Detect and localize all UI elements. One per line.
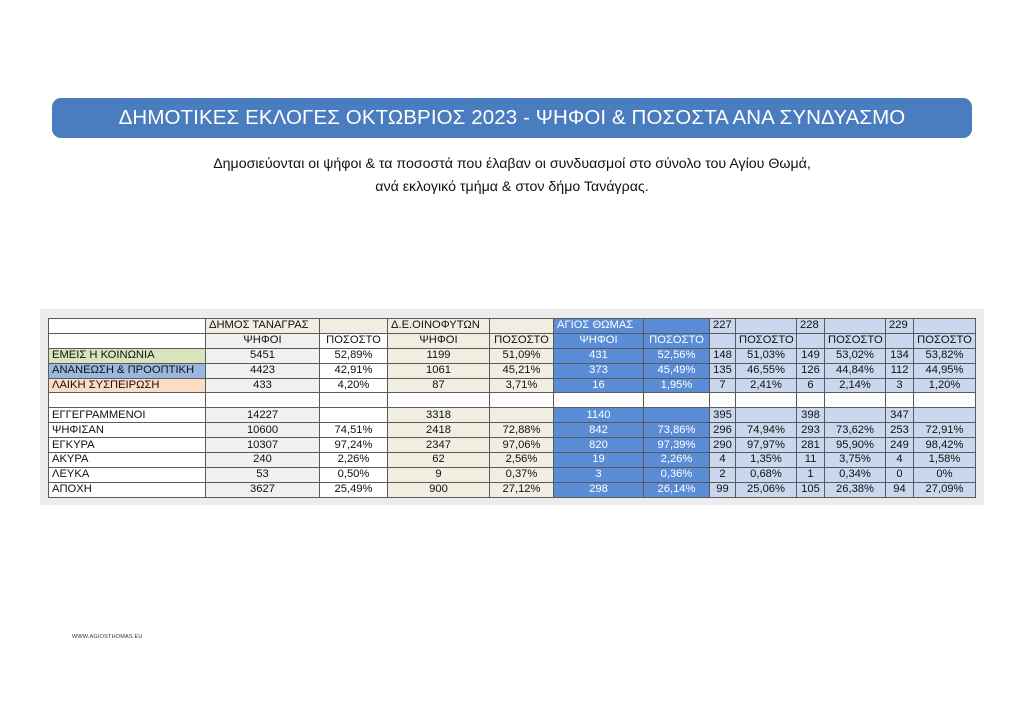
de-pct: 45,21%	[490, 363, 554, 378]
dimos-pct: 42,91%	[320, 363, 388, 378]
table-row	[49, 467, 976, 482]
votes-229: 253	[886, 423, 914, 438]
pct-227: 2,41%	[736, 378, 797, 393]
row-label: ΕΜΕΙΣ Η ΚΟΙΝΩΝΙΑ	[49, 348, 206, 363]
header-de: Δ.Ε.ΟΙΝΟΦΥΤΩΝ	[388, 319, 490, 334]
gap-cell	[388, 393, 490, 408]
pct-229: 72,91%	[914, 423, 976, 438]
dimos-votes: 14227	[206, 408, 320, 423]
gap-cell	[825, 393, 886, 408]
votes-228: 293	[797, 423, 825, 438]
agios-pct: 52,56%	[644, 348, 710, 363]
agios-pct: 26,14%	[644, 482, 710, 497]
pct-227: 1,35%	[736, 453, 797, 468]
gap-cell	[490, 393, 554, 408]
pct-229: 27,09%	[914, 482, 976, 497]
de-votes: 62	[388, 453, 490, 468]
votes-228: 149	[797, 348, 825, 363]
dimos-votes: 53	[206, 467, 320, 482]
header-de-votes: ΨΗΦΟΙ	[388, 333, 490, 348]
header-227-pct: ΠΟΣΟΣΤΟ	[736, 333, 797, 348]
votes-229: 134	[886, 348, 914, 363]
votes-229: 94	[886, 482, 914, 497]
pct-227: 51,03%	[736, 348, 797, 363]
subtitle-line-1: Δημοσιεύονται οι ψήφοι & τα ποσοστά που έλαβαν οι συνδυασμοί στο σύνολο του Αγίου Θωμά,	[213, 156, 811, 172]
gap-cell	[886, 393, 914, 408]
agios-pct: 0,36%	[644, 467, 710, 482]
agios-votes: 298	[554, 482, 644, 497]
header-229-votes	[886, 333, 914, 348]
gap-cell	[736, 393, 797, 408]
table-row	[49, 482, 976, 497]
votes-227: 7	[710, 378, 736, 393]
dimos-votes: 5451	[206, 348, 320, 363]
de-votes: 900	[388, 482, 490, 497]
subtitle-line-2: ανά εκλογικό τμήμα & στον δήμο Τανάγρας.	[375, 179, 649, 195]
gap-cell	[320, 393, 388, 408]
votes-228: 1	[797, 467, 825, 482]
gap-cell	[49, 393, 206, 408]
header-227-votes	[710, 333, 736, 348]
pct-228: 3,75%	[825, 453, 886, 468]
dimos-pct: 52,89%	[320, 348, 388, 363]
header-agios: ΑΓΙΟΣ ΘΩΜΑΣ	[554, 319, 644, 334]
pct-229: 44,95%	[914, 363, 976, 378]
pct-228	[825, 408, 886, 423]
votes-229: 0	[886, 467, 914, 482]
pct-227: 46,55%	[736, 363, 797, 378]
pct-229: 1,20%	[914, 378, 976, 393]
header-228-empty	[825, 319, 886, 334]
header-228: 228	[797, 319, 825, 334]
agios-votes: 431	[554, 348, 644, 363]
pct-229: 53,82%	[914, 348, 976, 363]
votes-228: 105	[797, 482, 825, 497]
row-label: ΑΠΟΧΗ	[49, 482, 206, 497]
de-votes: 2347	[388, 438, 490, 453]
votes-227: 135	[710, 363, 736, 378]
header-dimos-votes: ΨΗΦΟΙ	[206, 333, 320, 348]
pct-228: 2,14%	[825, 378, 886, 393]
pct-228: 73,62%	[825, 423, 886, 438]
agios-votes: 1140	[554, 408, 644, 423]
votes-227: 99	[710, 482, 736, 497]
header-227: 227	[710, 319, 736, 334]
row-label: ΛΑΙΚΗ ΣΥΣΠΕΙΡΩΣΗ	[49, 378, 206, 393]
gap-cell	[554, 393, 644, 408]
dimos-pct	[320, 408, 388, 423]
dimos-pct: 0,50%	[320, 467, 388, 482]
de-votes: 1061	[388, 363, 490, 378]
de-pct: 2,56%	[490, 453, 554, 468]
row-label: ΑΝΑΝΕΩΣΗ & ΠΡΟΟΠΤΙΚΗ	[49, 363, 206, 378]
header-agios-votes: ΨΗΦΟΙ	[554, 333, 644, 348]
agios-votes: 3	[554, 467, 644, 482]
de-votes: 1199	[388, 348, 490, 363]
row-label: ΕΓΚΥΡΑ	[49, 438, 206, 453]
pct-227: 97,97%	[736, 438, 797, 453]
dimos-votes: 3627	[206, 482, 320, 497]
header-dimos-pct: ΠΟΣΟΣΤΟ	[320, 333, 388, 348]
gap-cell	[206, 393, 320, 408]
header-229-empty	[914, 319, 976, 334]
header-row-2	[49, 333, 976, 348]
de-pct: 0,37%	[490, 467, 554, 482]
header-corner-2	[49, 333, 206, 348]
agios-pct: 97,39%	[644, 438, 710, 453]
results-table-panel	[40, 309, 984, 505]
de-pct: 97,06%	[490, 438, 554, 453]
gap-cell	[914, 393, 976, 408]
dimos-pct: 2,26%	[320, 453, 388, 468]
de-pct: 3,71%	[490, 378, 554, 393]
pct-228: 95,90%	[825, 438, 886, 453]
row-label: ΑΚΥΡΑ	[49, 453, 206, 468]
dimos-pct: 97,24%	[320, 438, 388, 453]
table-row	[49, 378, 976, 393]
agios-votes: 19	[554, 453, 644, 468]
pct-227: 0,68%	[736, 467, 797, 482]
row-label: ΕΓΓΕΓΡΑΜΜΕΝΟΙ	[49, 408, 206, 423]
gap-cell	[644, 393, 710, 408]
table-row	[49, 408, 976, 423]
gap-cell	[710, 393, 736, 408]
de-votes: 87	[388, 378, 490, 393]
votes-228: 281	[797, 438, 825, 453]
header-corner	[49, 319, 206, 334]
dimos-pct: 74,51%	[320, 423, 388, 438]
votes-227: 2	[710, 467, 736, 482]
votes-228: 126	[797, 363, 825, 378]
header-dimos: ΔΗΜΟΣ ΤΑΝΑΓΡΑΣ	[206, 319, 320, 334]
table-row	[49, 423, 976, 438]
votes-229: 249	[886, 438, 914, 453]
de-votes: 9	[388, 467, 490, 482]
votes-227: 4	[710, 453, 736, 468]
header-229: 229	[886, 319, 914, 334]
agios-pct: 2,26%	[644, 453, 710, 468]
agios-votes: 373	[554, 363, 644, 378]
header-228-pct: ΠΟΣΟΣΤΟ	[825, 333, 886, 348]
pct-228: 0,34%	[825, 467, 886, 482]
votes-228: 398	[797, 408, 825, 423]
dimos-votes: 433	[206, 378, 320, 393]
agios-votes: 842	[554, 423, 644, 438]
subtitle	[0, 153, 1024, 199]
agios-votes: 16	[554, 378, 644, 393]
dimos-votes: 10307	[206, 438, 320, 453]
agios-pct: 45,49%	[644, 363, 710, 378]
pct-229: 0%	[914, 467, 976, 482]
votes-227: 148	[710, 348, 736, 363]
header-agios-empty	[644, 319, 710, 334]
pct-228: 53,02%	[825, 348, 886, 363]
page-title-banner: ΔΗΜΟΤΙΚΕΣ ΕΚΛΟΓΕΣ ΟΚΤΩΒΡΙΟΣ 2023 - ΨΗΦΟΙ & ΠΟΣΟΣΤΑ ΑΝΑ ΣΥΝΔΥΑΣΜΟ	[52, 98, 972, 138]
pct-229: 1,58%	[914, 453, 976, 468]
de-pct: 72,88%	[490, 423, 554, 438]
de-votes: 2418	[388, 423, 490, 438]
header-228-votes	[797, 333, 825, 348]
votes-227: 290	[710, 438, 736, 453]
gap-cell	[797, 393, 825, 408]
header-de-pct: ΠΟΣΟΣΤΟ	[490, 333, 554, 348]
de-pct: 51,09%	[490, 348, 554, 363]
votes-227: 395	[710, 408, 736, 423]
votes-228: 11	[797, 453, 825, 468]
table-row	[49, 363, 976, 378]
votes-229: 112	[886, 363, 914, 378]
de-pct	[490, 408, 554, 423]
table-gap-row	[49, 393, 976, 408]
agios-votes: 820	[554, 438, 644, 453]
row-label: ΛΕΥΚΑ	[49, 467, 206, 482]
header-227-empty	[736, 319, 797, 334]
pct-228: 26,38%	[825, 482, 886, 497]
votes-228: 6	[797, 378, 825, 393]
results-table	[48, 318, 976, 498]
de-pct: 27,12%	[490, 482, 554, 497]
table-row	[49, 348, 976, 363]
pct-227: 74,94%	[736, 423, 797, 438]
pct-227	[736, 408, 797, 423]
pct-227: 25,06%	[736, 482, 797, 497]
table-row	[49, 438, 976, 453]
dimos-pct: 25,49%	[320, 482, 388, 497]
votes-229: 3	[886, 378, 914, 393]
header-de-empty	[490, 319, 554, 334]
pct-228: 44,84%	[825, 363, 886, 378]
agios-pct: 1,95%	[644, 378, 710, 393]
votes-227: 296	[710, 423, 736, 438]
votes-229: 347	[886, 408, 914, 423]
dimos-votes: 4423	[206, 363, 320, 378]
table-row	[49, 453, 976, 468]
votes-229: 4	[886, 453, 914, 468]
header-dimos-empty	[320, 319, 388, 334]
results-table-body	[49, 319, 976, 498]
footer-url: WWW.AGIOSTHOMAS.EU	[72, 634, 143, 640]
header-agios-pct: ΠΟΣΟΣΤΟ	[644, 333, 710, 348]
header-229-pct: ΠΟΣΟΣΤΟ	[914, 333, 976, 348]
de-votes: 3318	[388, 408, 490, 423]
dimos-votes: 10600	[206, 423, 320, 438]
agios-pct: 73,86%	[644, 423, 710, 438]
dimos-pct: 4,20%	[320, 378, 388, 393]
agios-pct	[644, 408, 710, 423]
pct-229: 98,42%	[914, 438, 976, 453]
row-label: ΨΗΦΙΣΑΝ	[49, 423, 206, 438]
pct-229	[914, 408, 976, 423]
dimos-votes: 240	[206, 453, 320, 468]
header-row-1	[49, 319, 976, 334]
